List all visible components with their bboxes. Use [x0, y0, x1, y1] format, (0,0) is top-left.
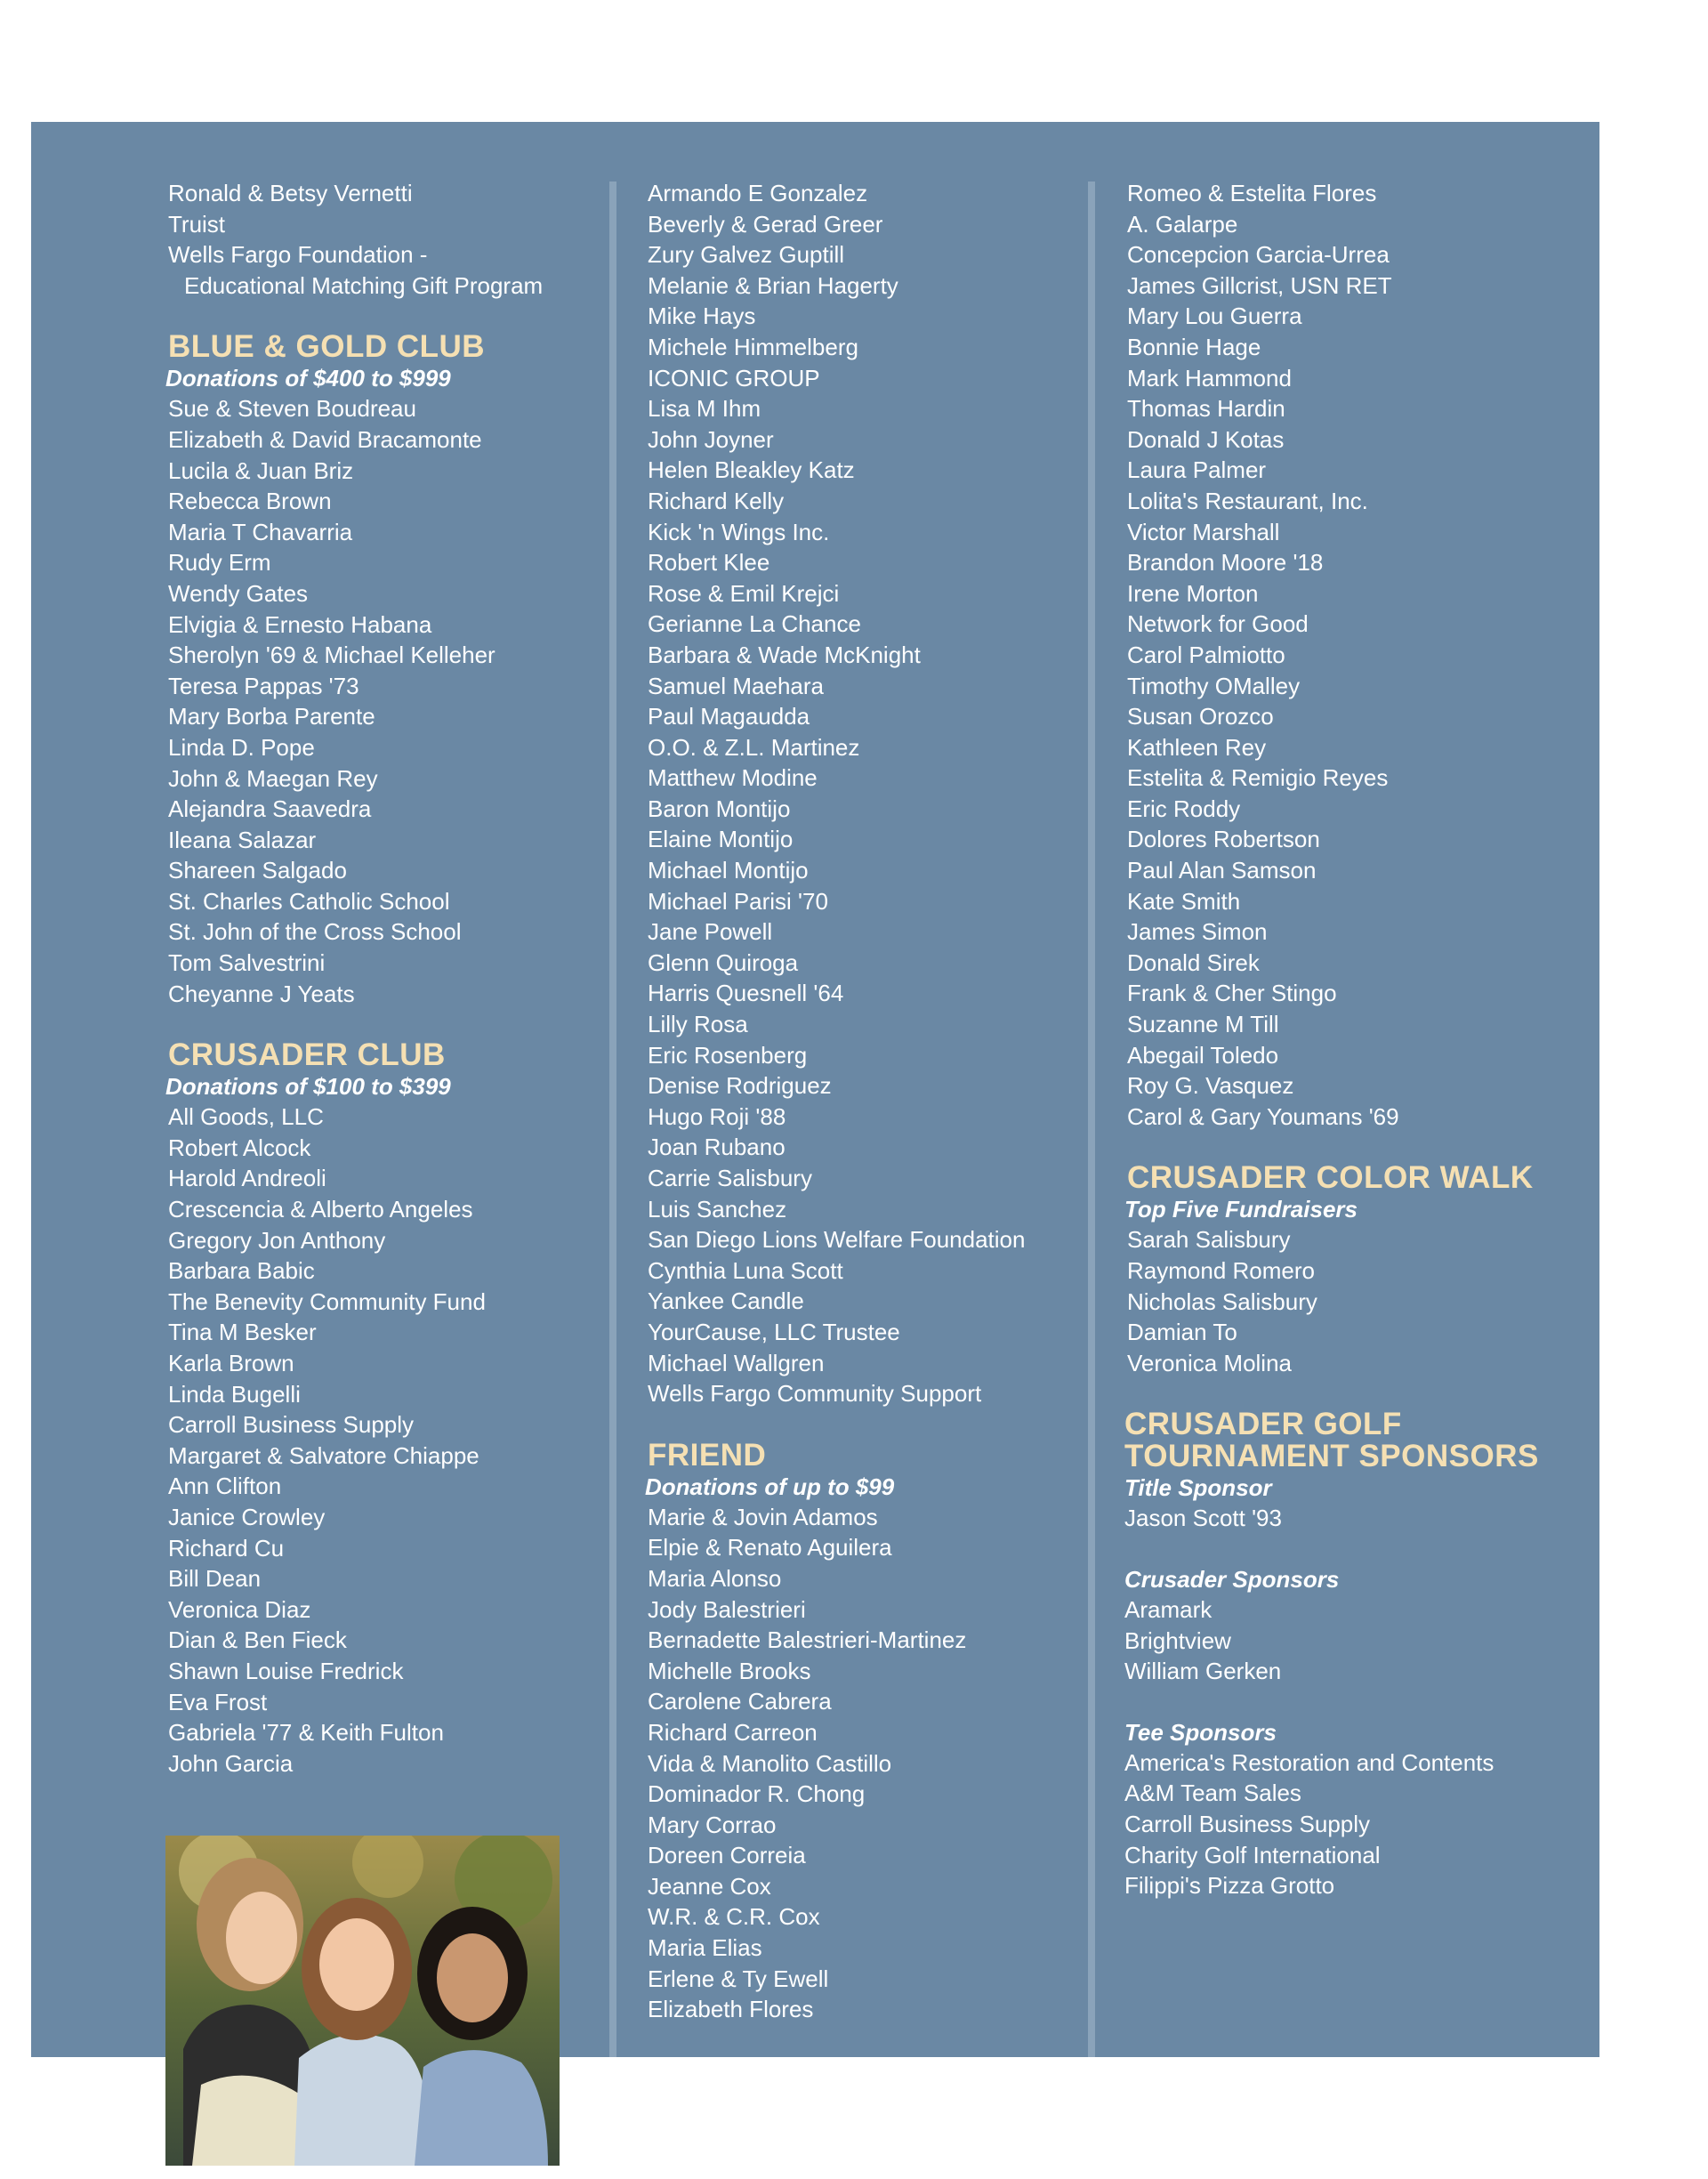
blue-gold-club-subheading: Donations of $400 to $999	[165, 365, 451, 392]
donor-name: Cynthia Luna Scott	[648, 1256, 843, 1284]
donor-name: Rudy Erm	[168, 549, 271, 577]
donor-column-2	[645, 178, 1026, 2025]
donor-name: Jeanne Cox	[648, 1872, 771, 1900]
donor-name: Linda Bugelli	[168, 1380, 301, 1408]
donor-name: Elizabeth & David Bracamonte	[168, 425, 482, 453]
donor-name: Estelita & Remigio Reyes	[1127, 764, 1389, 792]
donor-name: Janice Crowley	[168, 1503, 326, 1530]
donor-name: Damian To	[1127, 1319, 1237, 1346]
donor-name: Rose & Emil Krejci	[648, 579, 840, 607]
donor-name: Elaine Montijo	[648, 826, 794, 853]
donor-name: Donald Sirek	[1127, 948, 1260, 976]
donor-name: Glenn Quiroga	[648, 948, 799, 976]
donor-name: Timothy OMalley	[1127, 672, 1301, 699]
donor-name: Jane Powell	[648, 918, 773, 946]
donor-name: Crescencia & Alberto Angeles	[168, 1196, 473, 1223]
donor-name: Sherolyn '69 & Michael Kelleher	[168, 642, 495, 669]
group-photo-icon	[165, 1836, 560, 2166]
donor-name: Elizabeth Flores	[648, 1996, 814, 2023]
donor-name: All Goods, LLC	[168, 1103, 324, 1131]
blue-gold-club-list	[168, 393, 543, 1009]
donor-name: Concepcion Garcia-Urrea	[1127, 241, 1390, 269]
donor-name: Vida & Manolito Castillo	[648, 1749, 892, 1777]
donor-name: Shawn Louise Fredrick	[168, 1657, 404, 1684]
donor-name: Bernadette Balestrieri-Martinez	[648, 1626, 967, 1654]
donor-name: Kate Smith	[1127, 887, 1241, 915]
donor-name: Richard Cu	[168, 1534, 285, 1562]
donor-name: Carolene Cabrera	[648, 1688, 832, 1715]
donor-name: Suzanne M Till	[1127, 1011, 1279, 1038]
donor-name: Armando E Gonzalez	[648, 180, 868, 206]
friend-heading: FRIEND	[648, 1437, 767, 1473]
donor-name: Sarah Salisbury	[1127, 1226, 1291, 1254]
donor-name: Karla Brown	[168, 1350, 294, 1376]
donor-name: Donald J Kotas	[1127, 425, 1285, 453]
donor-name: Cheyanne J Yeats	[168, 980, 355, 1007]
donor-name: Dian & Ben Fieck	[168, 1626, 347, 1654]
donor-name: James Simon	[1127, 918, 1268, 946]
donor-name: San Diego Lions Welfare Foundation	[648, 1226, 1026, 1254]
donor-name: Charity Golf International	[1124, 1841, 1381, 1868]
donor-name: Harold Andreoli	[168, 1165, 326, 1192]
donor-name: Wells Fargo Community Support	[648, 1380, 982, 1408]
donor-name: Joan Rubano	[648, 1134, 786, 1161]
donor-name: Veronica Diaz	[168, 1595, 311, 1623]
donor-name: A&M Team Sales	[1124, 1780, 1301, 1807]
donor-name: Frank & Cher Stingo	[1127, 980, 1337, 1007]
donor-name: Romeo & Estelita Flores	[1127, 180, 1377, 206]
donor-name: Teresa Pappas '73	[168, 672, 359, 699]
donor-column-1	[165, 178, 544, 1779]
donor-name: Roy G. Vasquez	[1127, 1072, 1294, 1100]
donor-name: Robert Alcock	[168, 1134, 311, 1161]
donor-name: Maria T Chavarria	[168, 518, 353, 545]
donor-name: Brandon Moore '18	[1127, 549, 1324, 577]
donor-name: Truist	[168, 210, 226, 238]
blue-gold-club-heading: BLUE & GOLD CLUB	[168, 329, 486, 365]
donor-name: Ileana Salazar	[168, 826, 317, 853]
donor-name: Lilly Rosa	[648, 1011, 748, 1038]
crusader-club-subheading: Donations of $100 to $399	[165, 1073, 451, 1101]
donor-name: W.R. & C.R. Cox	[648, 1903, 820, 1931]
donor-name: Mark Hammond	[1127, 364, 1292, 391]
donor-name: St. John of the Cross School	[168, 918, 462, 946]
donor-name: Harris Quesnell '64	[648, 980, 844, 1007]
donor-name: Gerianne La Chance	[648, 610, 861, 638]
donor-name: Maria Alonso	[648, 1564, 782, 1592]
color-walk-subheading: Top Five Fundraisers	[1124, 1196, 1358, 1223]
donor-name: Carrie Salisbury	[648, 1165, 812, 1191]
donor-name: Elpie & Renato Aguilera	[648, 1534, 892, 1562]
donor-name: Barbara Babic	[168, 1257, 315, 1285]
donor-name: Kick 'n Wings Inc.	[648, 518, 830, 545]
donor-name: Carroll Business Supply	[1124, 1810, 1371, 1837]
donor-name: Mary Lou Guerra	[1127, 303, 1302, 330]
intro-list	[168, 178, 543, 270]
donor-name: Mary Borba Parente	[168, 703, 375, 730]
donor-name: Gabriela '77 & Keith Fulton	[168, 1719, 444, 1747]
donor-name: Lucila & Juan Briz	[168, 456, 354, 484]
donor-name: Denise Rodriguez	[648, 1072, 832, 1100]
donor-name: Erlene & Ty Ewell	[648, 1965, 829, 1992]
donor-name: Eric Rosenberg	[648, 1041, 808, 1069]
donor-name: Nicholas Salisbury	[1127, 1287, 1317, 1315]
donor-name: Irene Morton	[1127, 579, 1259, 607]
title-sponsor-subheading: Title Sponsor	[1124, 1474, 1272, 1502]
donor-name: Margaret & Salvatore Chiappe	[168, 1441, 479, 1469]
donor-name: Baron Montijo	[648, 795, 791, 822]
donor-name: Tina M Besker	[168, 1319, 317, 1346]
donor-name: Maria Elias	[648, 1934, 762, 1962]
donor-name: Laura Palmer	[1127, 456, 1267, 484]
donor-name: Richard Carreon	[648, 1718, 818, 1746]
donor-name: Carroll Business Supply	[168, 1411, 415, 1439]
donor-name: Veronica Molina	[1127, 1349, 1292, 1376]
donor-name: O.O. & Z.L. Martinez	[648, 733, 860, 761]
crusader-club-list	[168, 1102, 543, 1779]
donor-name: Paul Alan Samson	[1127, 857, 1317, 884]
donor-name: Richard Kelly	[648, 487, 785, 514]
donor-name: John Joyner	[648, 425, 774, 453]
donor-name: James Gillcrist, USN RET	[1127, 271, 1392, 299]
donor-name: Eva Frost	[168, 1688, 268, 1715]
donor-name: Lolita's Restaurant, Inc.	[1127, 487, 1368, 514]
donor-name: Paul Magaudda	[648, 703, 810, 730]
donor-name: Mike Hays	[648, 303, 756, 330]
donor-name: Lisa M Ihm	[648, 395, 761, 423]
donor-name: Wendy Gates	[168, 579, 309, 607]
crusader-club-heading: CRUSADER CLUB	[168, 1037, 446, 1073]
tee-sponsors-subheading: Tee Sponsors	[1124, 1718, 1277, 1746]
donor-name: Bonnie Hage	[1127, 333, 1261, 360]
donor-name: Hugo Roji '88	[648, 1102, 786, 1130]
donor-name: Jody Balestrieri	[648, 1595, 806, 1623]
donor-name: Beverly & Gerad Greer	[648, 210, 883, 238]
donor-name: Ann Clifton	[168, 1473, 282, 1500]
donor-name: Bill Dean	[168, 1565, 262, 1593]
donor-name: Filippi's Pizza Grotto	[1124, 1872, 1335, 1900]
donor-name: Melanie & Brian Hagerty	[648, 271, 898, 299]
donor-name: Eric Roddy	[1127, 795, 1241, 822]
crusader-sponsors-subheading: Crusader Sponsors	[1124, 1565, 1340, 1593]
donor-name: Raymond Romero	[1127, 1257, 1315, 1284]
donor-name: Kathleen Rey	[1127, 733, 1267, 761]
donor-name: Tom Salvestrini	[168, 949, 326, 977]
friend-continued-list	[1127, 178, 1539, 1132]
column-divider-1	[609, 182, 616, 2057]
donor-name: ICONIC GROUP	[648, 364, 820, 391]
color-walk-list	[1127, 1224, 1539, 1378]
donor-name: Barbara & Wade McKnight	[648, 641, 921, 668]
donor-name: Luis Sanchez	[648, 1195, 787, 1223]
donor-name: Alejandra Saavedra	[168, 795, 372, 823]
column-divider-2	[1088, 182, 1095, 2057]
donor-name: Rebecca Brown	[168, 488, 332, 515]
donor-name: Doreen Correia	[648, 1842, 806, 1869]
donor-name: Carol & Gary Youmans '69	[1127, 1102, 1399, 1130]
donor-name: Michele Himmelberg	[648, 333, 858, 360]
donor-name: John & Maegan Rey	[168, 764, 378, 792]
donor-name: Network for Good	[1127, 610, 1309, 638]
donor-name: Samuel Maehara	[648, 672, 824, 699]
donor-name: Shareen Salgado	[168, 857, 347, 884]
intro-indented-line: Educational Matching Gift Program	[184, 271, 544, 299]
donor-name: St. Charles Catholic School	[168, 887, 450, 915]
crusader-sponsors-list	[1124, 1594, 1539, 1687]
donor-name: Dolores Robertson	[1127, 826, 1320, 853]
donor-name: Michelle Brooks	[648, 1657, 811, 1684]
donor-name: Wells Fargo Foundation -	[168, 241, 428, 269]
donor-name: America's Restoration and Contents	[1124, 1748, 1494, 1776]
donor-name: Jason Scott '93	[1124, 1505, 1282, 1532]
donor-name: Victor Marshall	[1127, 518, 1280, 545]
donor-name: Elvigia & Ernesto Habana	[168, 610, 432, 638]
donor-column-3	[1124, 178, 1539, 1901]
golf-heading-line2: TOURNAMENT SPONSORS	[1124, 1439, 1539, 1474]
donor-name: Michael Wallgren	[648, 1349, 825, 1376]
donor-name: Marie & Jovin Adamos	[648, 1503, 878, 1530]
donor-name: Carol Palmiotto	[1127, 641, 1285, 668]
tee-sponsors-list	[1124, 1747, 1539, 1901]
friend-subheading: Donations of up to $99	[645, 1473, 895, 1500]
donor-name: Susan Orozco	[1127, 703, 1274, 730]
donor-name: Aramark	[1124, 1595, 1213, 1623]
donor-name: Helen Bleakley Katz	[648, 456, 855, 484]
donor-name: Zury Galvez Guptill	[648, 241, 845, 269]
donor-name: William Gerken	[1124, 1658, 1282, 1685]
donor-name: YourCause, LLC Trustee	[648, 1318, 900, 1345]
crusader-club-continued-list	[648, 178, 1025, 1409]
color-walk-heading: CRUSADER COLOR WALK	[1127, 1160, 1534, 1196]
donor-name: The Benevity Community Fund	[168, 1287, 486, 1315]
donor-name: Michael Parisi '70	[648, 887, 828, 915]
donor-name: A. Galarpe	[1127, 210, 1238, 238]
donor-name: Abegail Toledo	[1127, 1041, 1279, 1069]
donor-name: Dominador R. Chong	[648, 1780, 866, 1808]
donor-name: John Garcia	[168, 1749, 294, 1777]
friend-list	[648, 1502, 1025, 2025]
donor-name: Brightview	[1124, 1626, 1231, 1654]
donor-name: Matthew Modine	[648, 764, 818, 792]
donor-name: Gregory Jon Anthony	[168, 1226, 386, 1254]
donor-name: Linda D. Pope	[168, 733, 315, 761]
donor-name: Yankee Candle	[648, 1287, 804, 1315]
donor-name: Mary Corrao	[648, 1811, 777, 1838]
donor-name: Michael Montijo	[648, 857, 809, 884]
donor-name: Thomas Hardin	[1127, 395, 1285, 423]
golf-heading-line1: CRUSADER GOLF	[1124, 1407, 1402, 1442]
donor-name: Ronald & Betsy Vernetti	[168, 180, 413, 206]
donor-name: Robert Klee	[648, 549, 770, 577]
donor-name: Sue & Steven Boudreau	[168, 395, 416, 423]
title-sponsor-list	[1124, 1503, 1539, 1534]
